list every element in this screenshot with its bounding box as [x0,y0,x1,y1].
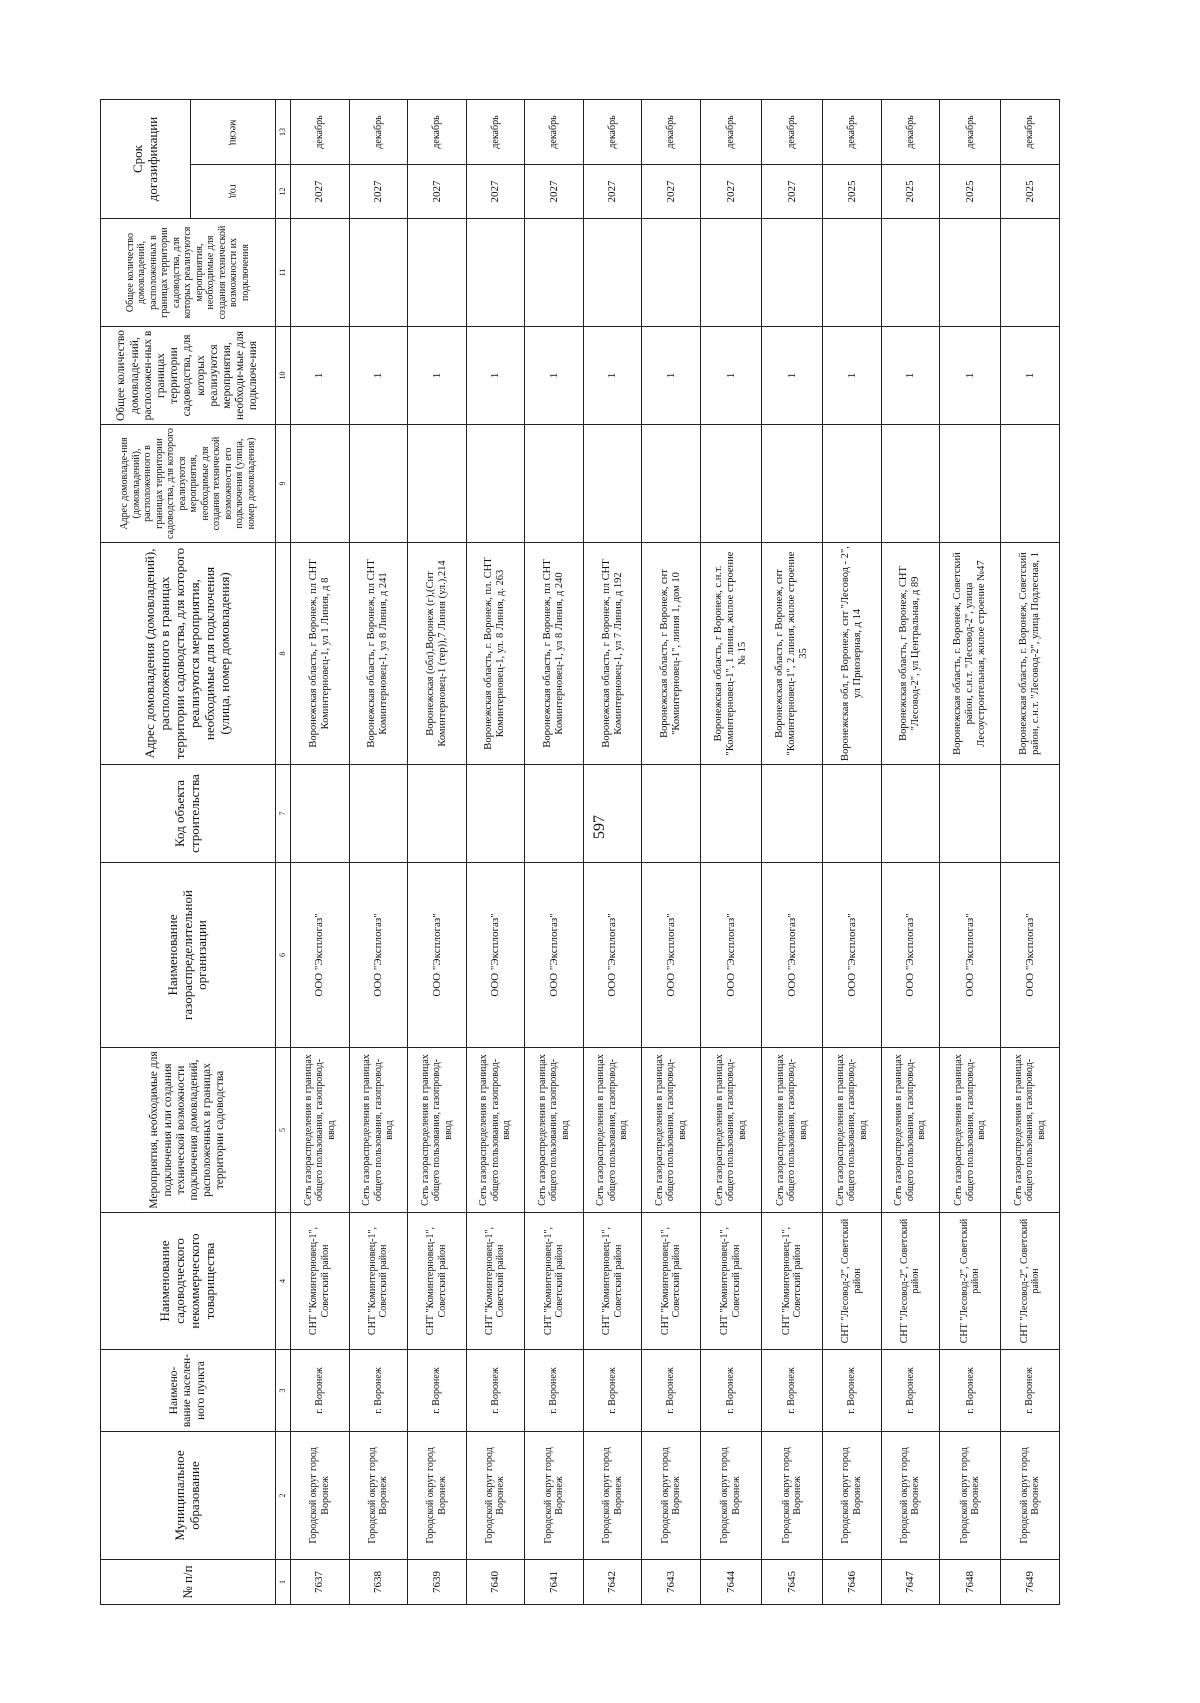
cell-settlement: г. Воронеж [642,1350,701,1432]
table-row [349,100,408,1605]
cell-settlement: г. Воронеж [940,1350,1001,1432]
cell-month: декабрь [291,100,350,165]
cell-address-technical [940,425,1001,543]
header-snt-name: Наименование садоводческого некоммерческого товарищества [101,1213,276,1350]
table-row [1001,100,1060,1605]
cell-year: 2027 [642,165,701,219]
cell-address-connection: Воронежская область, г Воронеж, СНТ "Лесовод-2", ул Центральная, д 89 [881,543,940,765]
cell-gas-org: ООО "Эксплогаз" [1001,863,1060,1048]
cell-row-number: 7646 [823,1560,882,1605]
header-measures: Мероприятия, необходимые для подключения или создания технической возможности подключения домовладений, расположенных в границах территории садоводства [101,1048,276,1213]
table-row [823,100,882,1605]
cell-settlement: г. Воронеж [881,1350,940,1432]
cell-measures: Сеть газораспределения в границах общего пользования, газопровод-ввод [762,1048,823,1213]
cell-year: 2025 [940,165,1001,219]
cell-object-code [291,765,350,863]
cell-address-connection: Воронежская область, г. Воронеж, Советский район, с.н.т. "Лесовод-2", улица Лесоустроительная, жилое строение №47 [940,543,1001,765]
cell-snt-name: СНТ "Коминтерновец-1", Советский район [700,1213,761,1350]
table-body [291,100,1060,1605]
cell-count-technical [1001,219,1060,327]
cell-month: декабрь [408,100,467,165]
cell-settlement: г. Воронеж [466,1350,525,1432]
col-number: 4 [276,1213,291,1350]
rotated-table-wrapper [100,100,1060,1605]
cell-month: декабрь [466,100,525,165]
cell-address-connection: Воронежская область, г. Воронеж, пл. СНТ Коминтерновец-1, ул. 8 Линия, д. 263 [466,543,525,765]
cell-address-technical [466,425,525,543]
cell-address-technical [408,425,467,543]
cell-municipality: Городской округ город Воронеж [466,1432,525,1560]
cell-gas-org: ООО "Эксплогаз" [823,863,882,1048]
cell-municipality: Городской округ город Воронеж [349,1432,408,1560]
cell-settlement: г. Воронеж [823,1350,882,1432]
cell-settlement: г. Воронеж [291,1350,350,1432]
cell-year: 2027 [525,165,584,219]
col-number: 1 [276,1560,291,1605]
table-row [583,100,642,1605]
cell-row-number: 7639 [408,1560,467,1605]
cell-count-connection: 1 [940,327,1001,425]
col-number: 8 [276,543,291,765]
col-number: 5 [276,1048,291,1213]
page-number: 597 [591,815,608,839]
cell-object-code [525,765,584,863]
col-number: 6 [276,863,291,1048]
cell-count-connection: 1 [762,327,823,425]
cell-gas-org: ООО "Эксплогаз" [642,863,701,1048]
cell-snt-name: СНТ "Коминтерновец-1", Советский район [642,1213,701,1350]
header-municipality: Муниципальное образование [101,1432,276,1560]
cell-count-connection: 1 [583,327,642,425]
cell-row-number: 7638 [349,1560,408,1605]
col-number: 10 [276,327,291,425]
cell-municipality: Городской округ город Воронеж [881,1432,940,1560]
cell-municipality: Городской округ город Воронеж [583,1432,642,1560]
cell-gas-org: ООО "Эксплогаз" [525,863,584,1048]
cell-municipality: Городской округ город Воронеж [940,1432,1001,1560]
cell-count-connection: 1 [525,327,584,425]
cell-year: 2027 [762,165,823,219]
cell-measures: Сеть газораспределения в границах общего пользования, газопровод-ввод [291,1048,350,1213]
cell-gas-org: ООО "Эксплогаз" [881,863,940,1048]
cell-object-code [349,765,408,863]
header-year [191,165,276,219]
cell-measures: Сеть газораспределения в границах общего пользования, газопровод-ввод [642,1048,701,1213]
cell-month: декабрь [642,100,701,165]
cell-object-code [583,765,642,863]
table-row [940,100,1001,1605]
cell-snt-name: СНТ "Коминтерновец-1", Советский район [291,1213,350,1350]
cell-measures: Сеть газораспределения в границах общего пользования, газопровод-ввод [525,1048,584,1213]
cell-month: декабрь [525,100,584,165]
cell-settlement: г. Воронеж [700,1350,761,1432]
cell-object-code [940,765,1001,863]
cell-year: 2027 [291,165,350,219]
cell-count-connection: 1 [700,327,761,425]
cell-snt-name: СНТ "Коминтерновец-1", Советский район [583,1213,642,1350]
cell-settlement: г. Воронеж [762,1350,823,1432]
cell-count-connection: 1 [349,327,408,425]
header-object-code: Код объекта строительства [101,765,276,863]
cell-gas-org: ООО "Эксплогаз" [762,863,823,1048]
header-number: № п/п [101,1560,276,1605]
cell-address-connection: Воронежская (обл),Воронеж (г),(Снт Коминтерновец-1 (тер)),7 Линия (ул.),214 [408,543,467,765]
cell-address-technical [1001,425,1060,543]
table-row [762,100,823,1605]
cell-row-number: 7647 [881,1560,940,1605]
cell-month: декабрь [700,100,761,165]
cell-address-connection: Воронежская область, г Воронеж, снт "Коминтерновец-1", линия 1, дом 10 [642,543,701,765]
cell-year: 2025 [823,165,882,219]
header-month-label: месяц [227,119,239,145]
cell-object-code [700,765,761,863]
cell-object-code [823,765,882,863]
cell-measures: Сеть газораспределения в границах общего пользования, газопровод-ввод [408,1048,467,1213]
header-gas-org: Наименование газораспределительной организации [101,863,276,1048]
cell-address-connection: Воронежская область, г Воронеж, пл СНТ Коминтерновец-1, ул 1 Линия, д 8 [291,543,350,765]
cell-count-technical [291,219,350,327]
cell-municipality: Городской округ город Воронеж [700,1432,761,1560]
col-number: 13 [276,100,291,165]
cell-count-technical [349,219,408,327]
cell-count-technical [823,219,882,327]
cell-municipality: Городской округ город Воронеж [823,1432,882,1560]
cell-row-number: 7644 [700,1560,761,1605]
table-row [525,100,584,1605]
col-number: 3 [276,1350,291,1432]
cell-row-number: 7637 [291,1560,350,1605]
cell-year: 2027 [349,165,408,219]
cell-row-number: 7640 [466,1560,525,1605]
cell-count-technical [762,219,823,327]
table-row [881,100,940,1605]
cell-measures: Сеть газораспределения в границах общего пользования, газопровод-ввод [466,1048,525,1213]
cell-object-code [762,765,823,863]
cell-address-technical [762,425,823,543]
col-number: 12 [276,165,291,219]
cell-year: 2025 [881,165,940,219]
gasification-table [100,99,1060,1605]
cell-gas-org: ООО "Эксплогаз" [291,863,350,1048]
cell-count-connection: 1 [466,327,525,425]
header-address-technical: Адрес домовладе-ния (домовладений), расположенного в границах территории садоводства, для которого реализуются мероприятия, необходимые для создания технической возможности его подключения (улица, номер домовладения) [101,425,276,543]
header-count-technical: Общее количество домовладений, расположенных в границах территории садоводства, для которых реализуются мероприятия, необходимые для создания технической возможности их подключения [101,219,276,327]
cell-row-number: 7649 [1001,1560,1060,1605]
cell-count-technical [700,219,761,327]
cell-object-code [1001,765,1060,863]
cell-year: 2025 [1001,165,1060,219]
cell-count-connection: 1 [881,327,940,425]
table-row [291,100,350,1605]
cell-month: декабрь [583,100,642,165]
cell-settlement: г. Воронеж [349,1350,408,1432]
cell-row-number: 7648 [940,1560,1001,1605]
header-address-connection: Адрес домовладения (домовладений), расположенного в границах территории садоводства, для которого реализуются мероприятия, необходимые для подключения (улица, номер домовладения) [101,543,276,765]
cell-gas-org: ООО "Эксплогаз" [466,863,525,1048]
cell-address-technical [642,425,701,543]
table-row [700,100,761,1605]
cell-measures: Сеть газораспределения в границах общего пользования, газопровод-ввод [823,1048,882,1213]
cell-address-connection: Воронежская область, г. Воронеж, Советский район, с.н.т. "Лесовод-2", улица Подлесная, 1 [1001,543,1060,765]
cell-snt-name: СНТ "Коминтерновец-1", Советский район [466,1213,525,1350]
cell-address-connection: Воронежская область, г Воронеж, снт "Коминтерновец-1", 2 линия, жилое строение 35 [762,543,823,765]
cell-municipality: Городской округ город Воронеж [642,1432,701,1560]
header-deadline: Срок догазификации [101,100,191,219]
cell-address-technical [700,425,761,543]
cell-count-technical [583,219,642,327]
cell-address-technical [881,425,940,543]
col-number: 2 [276,1432,291,1560]
cell-month: декабрь [1001,100,1060,165]
cell-object-code [408,765,467,863]
header-count-connection: Общее количество домовладе-ний, расположен-ных в границах территории садоводства, для которых реализуются мероприятия, необходи-мые для подключе-ния [101,327,276,425]
cell-month: декабрь [940,100,1001,165]
cell-address-connection: Воронежская обл, г Воронеж, снт "Лесовод - 2", ул Приозерная, д 14 [823,543,882,765]
cell-count-technical [466,219,525,327]
col-number: 11 [276,219,291,327]
column-numbers-row [276,100,291,1605]
cell-month: декабрь [881,100,940,165]
cell-gas-org: ООО "Эксплогаз" [408,863,467,1048]
cell-address-technical [583,425,642,543]
cell-object-code [642,765,701,863]
header-year-label: год [227,184,239,199]
cell-municipality: Городской округ город Воронеж [408,1432,467,1560]
cell-gas-org: ООО "Эксплогаз" [700,863,761,1048]
cell-year: 2027 [466,165,525,219]
col-number: 7 [276,765,291,863]
cell-snt-name: СНТ "Коминтерновец-1", Советский район [408,1213,467,1350]
cell-count-connection: 1 [823,327,882,425]
cell-settlement: г. Воронеж [1001,1350,1060,1432]
cell-measures: Сеть газораспределения в границах общего пользования, газопровод-ввод [700,1048,761,1213]
cell-snt-name: СНТ "Коминтерновец-1", Советский район [525,1213,584,1350]
table-row [408,100,467,1605]
cell-count-technical [525,219,584,327]
cell-snt-name: СНТ "Коминтерновец-1", Советский район [762,1213,823,1350]
cell-settlement: г. Воронеж [408,1350,467,1432]
cell-count-technical [408,219,467,327]
cell-address-technical [349,425,408,543]
cell-address-connection: Воронежская область, г Воронеж, пл СНТ Коминтерновец-1, ул 7 Линия, д 192 [583,543,642,765]
cell-address-connection: Воронежская область, г Воронеж, пл СНТ Коминтерновец-1, ул 8 Линия, д 240 [525,543,584,765]
cell-settlement: г. Воронеж [583,1350,642,1432]
cell-snt-name: СНТ "Лесовод-2", Советский район [1001,1213,1060,1350]
cell-address-connection: Воронежская область, г Воронеж, с.н.т. "Коминтерновец-1", 1 линия, жилое строение № 15 [700,543,761,765]
cell-measures: Сеть газораспределения в границах общего пользования, газопровод-ввод [881,1048,940,1213]
cell-snt-name: СНТ "Лесовод-2", Советский район [881,1213,940,1350]
cell-count-technical [881,219,940,327]
cell-count-connection: 1 [408,327,467,425]
header-month [191,100,276,165]
cell-year: 2027 [583,165,642,219]
cell-snt-name: СНТ "Лесовод-2", Советский район [940,1213,1001,1350]
cell-municipality: Городской округ город Воронеж [1001,1432,1060,1560]
cell-count-technical [642,219,701,327]
cell-address-technical [291,425,350,543]
col-number: 9 [276,425,291,543]
cell-object-code [466,765,525,863]
cell-measures: Сеть газораспределения в границах общего пользования, газопровод-ввод [583,1048,642,1213]
header-settlement: Наимено-вание населен-ного пункта [101,1350,276,1432]
table-row [642,100,701,1605]
cell-municipality: Городской округ город Воронеж [762,1432,823,1560]
cell-object-code [881,765,940,863]
cell-row-number: 7645 [762,1560,823,1605]
cell-municipality: Городской округ город Воронеж [525,1432,584,1560]
cell-count-connection: 1 [1001,327,1060,425]
cell-snt-name: СНТ "Коминтерновец-1", Советский район [349,1213,408,1350]
cell-gas-org: ООО "Эксплогаз" [349,863,408,1048]
cell-row-number: 7643 [642,1560,701,1605]
cell-gas-org: ООО "Эксплогаз" [583,863,642,1048]
cell-settlement: г. Воронеж [525,1350,584,1432]
cell-year: 2027 [700,165,761,219]
cell-month: декабрь [762,100,823,165]
cell-address-technical [823,425,882,543]
cell-row-number: 7641 [525,1560,584,1605]
table-row [466,100,525,1605]
cell-measures: Сеть газораспределения в границах общего пользования, газопровод-ввод [1001,1048,1060,1213]
cell-row-number: 7642 [583,1560,642,1605]
cell-count-connection: 1 [291,327,350,425]
cell-municipality: Городской округ город Воронеж [291,1432,350,1560]
cell-count-connection: 1 [642,327,701,425]
cell-address-technical [525,425,584,543]
cell-gas-org: ООО "Эксплогаз" [940,863,1001,1048]
cell-measures: Сеть газораспределения в границах общего пользования, газопровод-ввод [349,1048,408,1213]
cell-count-technical [940,219,1001,327]
cell-month: декабрь [349,100,408,165]
cell-month: декабрь [823,100,882,165]
cell-measures: Сеть газораспределения в границах общего пользования, газопровод-ввод [940,1048,1001,1213]
cell-year: 2027 [408,165,467,219]
cell-address-connection: Воронежская область, г Воронеж, пл СНТ Коминтерновец-1, ул 8 Линия, д 241 [349,543,408,765]
cell-snt-name: СНТ "Лесовод-2", Советский район [823,1213,882,1350]
